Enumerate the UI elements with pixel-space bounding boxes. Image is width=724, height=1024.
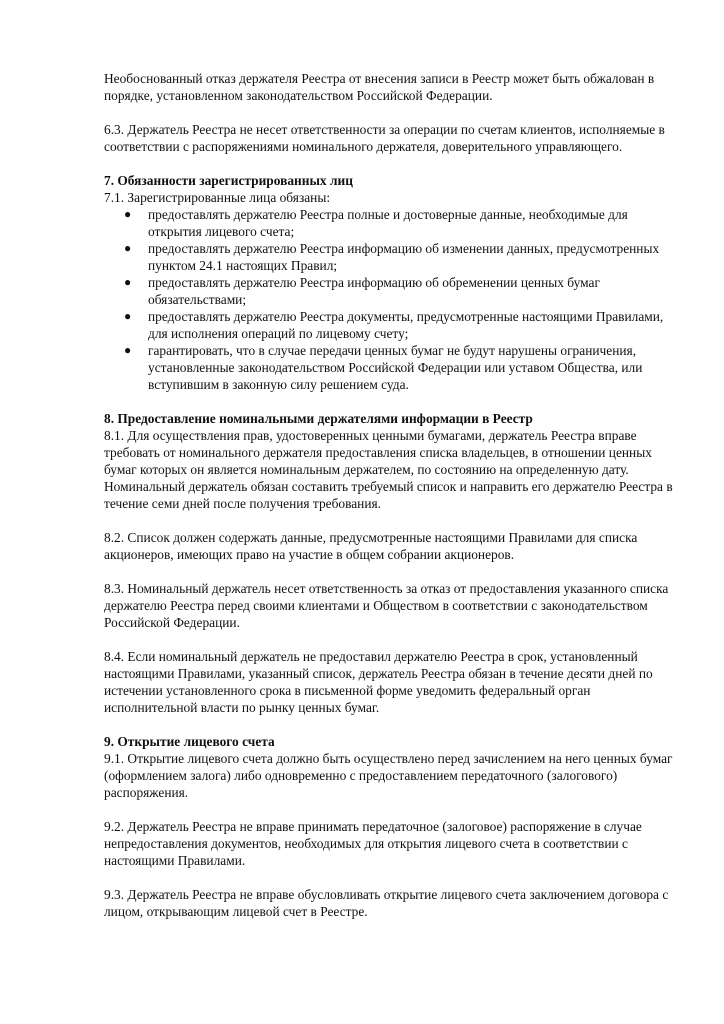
paragraph-9-2: 9.2. Держатель Реестра не вправе принимать передаточное (залоговое) распоряжение в случае непредоставления документов, необходимых для открытия лицевого счета в соответствии с настоящими Правилами. (104, 819, 642, 868)
section-9-heading: 9. Открытие лицевого счета (104, 734, 275, 749)
paragraph-6-3: 6.3. Держатель Реестра не несет ответственности за операции по счетам клиентов, исполняемые в соответствии с распоряжениями номинального держателя, доверительного управляющего. (104, 122, 665, 154)
spacer (104, 801, 684, 818)
bullet-icon: ● (124, 207, 132, 221)
list-item (104, 206, 684, 240)
spacer (104, 512, 684, 529)
paragraph-7-1: 7.1. Зарегистрированные лица обязаны: (104, 190, 331, 205)
list-item-text: предоставлять держателю Реестра информацию об изменении данных, предусмотренных пунктом 24.1 настоящих Правил; (148, 241, 660, 273)
paragraph-9-3: 9.3. Держатель Реестра не вправе обусловливать открытие лицевого счета заключением договора с лицом, открывающим лицевой счет в Реестре. (104, 887, 669, 919)
bullet-icon: ● (124, 309, 132, 323)
list-item (104, 342, 684, 393)
spacer (104, 155, 684, 172)
spacer (104, 104, 684, 121)
document-page (104, 70, 684, 920)
paragraph-8-1: 8.1. Для осуществления прав, удостоверенных ценными бумагами, держатель Реестра вправе требовать от номинального держателя предоставления списка владельцев, в отношении ценных бумаг которых он является номинальным держателем, по состоянию на определенную дату. Номинальный держатель обязан составить требуемый список и направить его держателю Реестра в течение семи дней после получения требования. (104, 428, 673, 511)
paragraph-8-2: 8.2. Список должен содержать данные, предусмотренные настоящими Правилами для списка акционеров, имеющих право на участие в общем собрании акционеров. (104, 530, 638, 562)
spacer (104, 716, 684, 733)
spacer (104, 563, 684, 580)
spacer (104, 393, 684, 410)
list-item-text: предоставлять держателю Реестра полные и достоверные данные, необходимые для открытия лицевого счета; (148, 207, 628, 239)
list-item-text: предоставлять держателю Реестра информацию об обременении ценных бумаг обязательствами; (148, 275, 600, 307)
list-item (104, 308, 684, 342)
spacer (104, 631, 684, 648)
list-item (104, 274, 684, 308)
bullet-icon: ● (124, 343, 132, 357)
spacer (104, 869, 684, 886)
section-7-bullet-list (104, 206, 684, 393)
list-item-text: предоставлять держателю Реестра документы, предусмотренные настоящими Правилами, для исполнения операций по лицевому счету; (148, 309, 664, 341)
paragraph-intro: Необоснованный отказ держателя Реестра от внесения записи в Реестр может быть обжалован в порядке, установленном законодательством Российской Федерации. (104, 71, 655, 103)
bullet-icon: ● (124, 241, 132, 255)
paragraph-8-3: 8.3. Номинальный держатель несет ответственность за отказ от предоставления указанного списка держателю Реестра перед своими клиентами и Обществом в соответствии с законодательством Российской Федерации. (104, 581, 669, 630)
bullet-icon: ● (124, 275, 132, 289)
paragraph-9-1: 9.1. Открытие лицевого счета должно быть осуществлено перед зачислением на него ценных бумаг (оформлением залога) либо одновременно с предоставлением передаточного (залогового) распоряжения. (104, 751, 673, 800)
paragraph-8-4: 8.4. Если номинальный держатель не предоставил держателю Реестра в срок, установленный настоящими Правилами, указанный список, держатель Реестра обязан в течение десяти дней по истечении установленного срока в письменной форме уведомить федеральный орган исполнительной власти по рынку ценных бумаг. (104, 649, 653, 715)
section-7-heading: 7. Обязанности зарегистрированных лиц (104, 173, 353, 188)
section-8-heading: 8. Предоставление номинальными держателями информации в Реестр (104, 411, 533, 426)
list-item-text: гарантировать, что в случае передачи ценных бумаг не будут нарушены ограничения, установленные законодательством Российской Федерации или уставом Общества, или вступившим в законную силу решением суда. (148, 343, 643, 392)
list-item (104, 240, 684, 274)
